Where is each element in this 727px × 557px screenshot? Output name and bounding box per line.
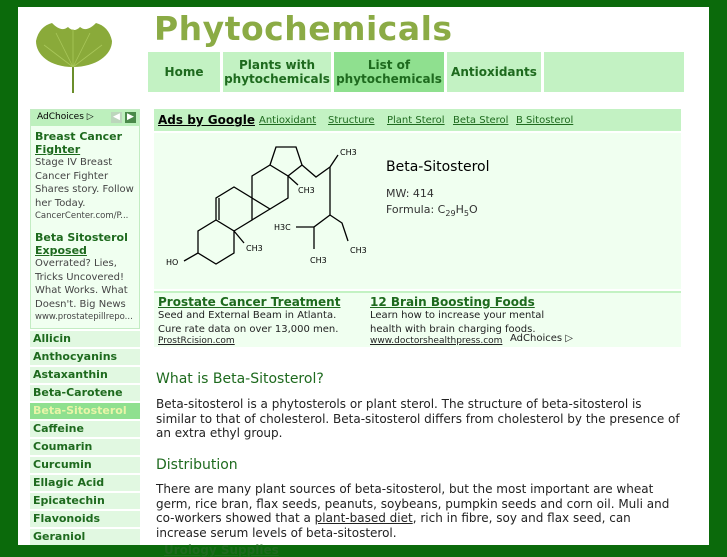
nav-plants-with-phytochemicals[interactable]: Plants with phytochemicals [223,52,331,92]
page [18,7,709,557]
ad-title[interactable]: Breast Cancer Fighter [35,130,123,156]
text-ad-title[interactable]: Prostate Cancer Treatment [158,295,341,309]
atom-label: CH3 [350,246,367,255]
heading-what-is: What is Beta-Sitosterol? [156,371,324,387]
heading-distribution: Distribution [156,457,238,473]
paragraph-intro: Beta-sitosterol is a phytosterols or plant sterol. The structure of beta-sitosterol is similar to that of cholesterol. Beta-sitosterol differs from cholesterol by the presence of an extra ethyl group. [156,397,680,440]
phytochemical-list [30,331,140,547]
next-arrow-icon[interactable]: ▶ [125,112,136,123]
google-link-structure[interactable]: Structure [328,115,375,126]
sidebar-ad-1[interactable] [35,130,139,222]
google-link-beta-sterol[interactable]: Beta Sterol [453,115,509,126]
text-ad-title[interactable]: 12 Brain Boosting Foods [370,295,535,309]
molecular-weight: MW: 414 [386,187,434,200]
nav-empty [544,52,684,92]
chem-item-anthocyanins[interactable]: Anthocyanins [30,349,140,365]
ads-by-google-label[interactable]: Ads by Google [158,113,255,127]
sidebar-ad-2[interactable] [35,231,139,323]
google-link-antioxidant[interactable]: Antioxidant [259,115,317,126]
chem-item-beta-sitosterol[interactable]: Beta-Sitosterol [30,403,140,419]
site-title: Phytochemicals [154,9,453,48]
chem-item-ellagic-acid[interactable]: Ellagic Acid [30,475,140,491]
molecule-box [154,133,681,289]
chem-item-curcumin[interactable]: Curcumin [30,457,140,473]
urology-supplies-link[interactable]: Urology Supplies [164,543,279,557]
atom-label: CH3 [310,256,327,265]
chem-item-coumarin[interactable]: Coumarin [30,439,140,455]
ad-title[interactable]: Beta Sitosterol Exposed [35,231,128,257]
google-link-b-sitosterol[interactable]: B Sitosterol [516,115,574,126]
chem-item-geraniol[interactable]: Geraniol [30,529,140,545]
nav-antioxidants[interactable]: Antioxidants [447,52,541,92]
nav-home[interactable]: Home [148,52,220,92]
adchoices-bar [31,110,139,126]
chem-item-caffeine[interactable]: Caffeine [30,421,140,437]
sidebar-ad-box [30,109,140,329]
text-ad-body: Learn how to increase your mental health with brain charging foods. [370,310,545,335]
ad-body: Overrated? Lies, Tricks Uncovered! What Works. What Doesn't. Big News [35,258,128,310]
atom-label: HO [166,258,179,267]
beta-sitosterol-structure-diagram [164,143,374,288]
adchoices-label[interactable]: AdChoices ▷ [37,112,94,122]
text-ad-1[interactable] [158,295,358,346]
molecular-formula: Formula: $C_{29}H_5O$ [386,203,478,219]
nav-list-of-phytochemicals[interactable]: List of phytochemicals [334,52,444,92]
chem-item-allicin[interactable]: Allicin [30,331,140,347]
google-link-plant-sterol[interactable]: Plant Sterol [387,115,445,126]
text-ad-url[interactable]: ProstRcision.com [158,336,235,346]
plant-based-diet-link[interactable]: plant-based diet [314,511,413,525]
adchoices-label[interactable]: AdChoices ▷ [510,333,573,344]
paragraph-distribution: There are many plant sources of beta-sitosterol, but the most important are wheat germ, rice bran, flax seeds, peanuts, soybeans, pumpkin seeds and corn oil. Muli and co-workers showed that a plant-based diet, rich in fibre, soy and flax seed, can increase serum levels of beta-sitosterol. [156,482,670,540]
chem-item-beta-carotene[interactable]: Beta-Carotene [30,385,140,401]
ads-by-google-bar [154,109,681,131]
molecule-name: Beta-Sitosterol [386,159,490,175]
ad-url[interactable]: www.prostatepillrepo... [35,312,133,322]
atom-label: CH3 [340,148,357,157]
text-ad-url[interactable]: www.doctorshealthpress.com [370,336,503,346]
atom-label: CH3 [246,244,263,253]
chem-item-epicatechin[interactable]: Epicatechin [30,493,140,509]
ad-body: Stage IV Breast Cancer Fighter Shares story. Follow her Today. [35,157,134,209]
ginkgo-leaf-logo [30,15,116,101]
atom-label: H3C [274,223,291,232]
prev-arrow-icon[interactable]: ◀ [111,112,122,123]
chem-item-astaxanthin[interactable]: Astaxanthin [30,367,140,383]
chem-item-flavonoids[interactable]: Flavonoids [30,511,140,527]
atom-label: CH3 [298,186,315,195]
text-ads [154,291,681,347]
ad-url[interactable]: CancerCenter.com/P... [35,211,129,221]
text-ad-body: Seed and External Beam in Atlanta. Cure rate data on over 13,000 men. [158,310,339,335]
